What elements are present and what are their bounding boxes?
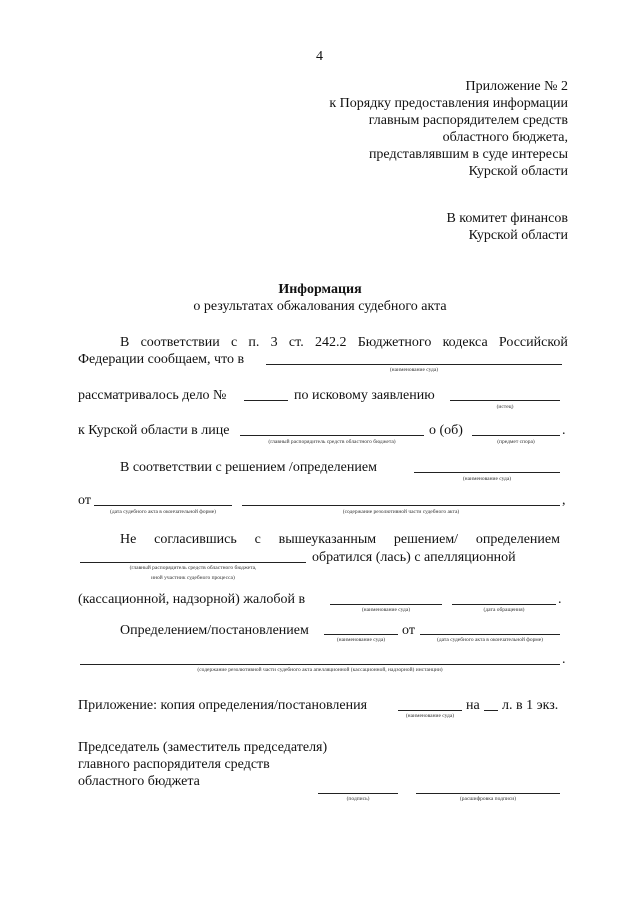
caption-court: (наименование суда): [462, 476, 512, 482]
attachment-text: Приложение: копия определения/постановления: [78, 698, 368, 713]
attachment-copies-text: л. в 1 экз.: [502, 698, 559, 713]
word: с: [254, 532, 261, 547]
end-dot: .: [562, 652, 566, 667]
caption-court: (наименование суда): [389, 367, 439, 373]
appendix-line: представлявшим в суде интересы: [368, 147, 568, 162]
caption-date: (дата судебного акта в окончательной форме): [436, 637, 543, 643]
word: соответствии: [140, 335, 220, 350]
appendix-line: главным распорядителем средств: [368, 113, 568, 128]
case-text: рассматривалось дело №: [78, 388, 227, 403]
appeal-date-field[interactable]: [452, 604, 556, 605]
document-title: Информация: [278, 282, 362, 297]
word: согласившись: [154, 532, 237, 547]
document-subtitle: о результатах обжалования судебного акта: [193, 299, 447, 314]
paragraph-1-line-2: Федерации сообщаем, что в: [78, 352, 245, 367]
ruling-date-field[interactable]: [420, 634, 560, 635]
resolution-field[interactable]: [242, 505, 560, 506]
word: ст.: [288, 335, 304, 350]
end-dot: .: [562, 423, 566, 438]
addressee-line: В комитет финансов: [446, 211, 568, 226]
paragraph-1-line-1: [120, 334, 568, 351]
court-name-field[interactable]: [266, 364, 562, 365]
act-date-field[interactable]: [94, 505, 232, 506]
word: решением/: [393, 532, 459, 547]
word: кодекса: [442, 335, 488, 350]
word: В: [120, 335, 130, 350]
appendix-block: [329, 78, 568, 180]
paragraph-6-line-1: [120, 531, 560, 548]
complaint-text: (кассационной, надзорной) жалобой в: [78, 592, 306, 607]
ruling-text: Определением/постановлением: [120, 623, 309, 638]
caption-decode: (расшифровка подписи): [459, 796, 517, 802]
defendant-text: к Курской области в лице: [78, 423, 230, 438]
end-comma: ,: [562, 493, 566, 508]
caption-content: (содержание резолютивной части судебного акта апелляционной (кассационной, надзорной) инстанции): [197, 667, 443, 673]
caption-subject: (предмет спора): [497, 439, 535, 445]
caption-plaintiff: (истец): [496, 404, 514, 410]
ruling-court-field[interactable]: [324, 634, 398, 635]
caption-date: (дата обращения): [483, 607, 525, 613]
decision-text: В соответствии с решением /определением: [120, 460, 377, 475]
manager-field[interactable]: [240, 435, 424, 436]
appendix-line: Курской области: [468, 164, 568, 179]
appealed-text: обратился (лась) с апелляционной: [312, 550, 516, 565]
from-text: от: [402, 623, 415, 638]
from-text: от: [78, 493, 91, 508]
signature-block: [78, 739, 327, 790]
subject-text: о (об): [429, 423, 463, 438]
caption-content: (содержание резолютивной части судебного акта): [342, 509, 460, 515]
word: Бюджетного: [357, 335, 432, 350]
word: 3: [270, 335, 278, 350]
word: с: [230, 335, 238, 350]
sheets-count-field[interactable]: [484, 710, 498, 711]
caption-court: (наименование суда): [405, 713, 455, 719]
decision-court-field[interactable]: [414, 472, 560, 473]
attachment-court-field[interactable]: [398, 710, 462, 711]
appendix-line: Приложение № 2: [465, 79, 568, 94]
plaintiff-field[interactable]: [450, 400, 560, 401]
word: определением: [475, 532, 560, 547]
word: вышеуказанным: [278, 532, 377, 547]
signature-decode-field[interactable]: [416, 793, 560, 794]
signature-line: главного распорядителя средств: [78, 757, 270, 772]
caption-manager: (главный распорядитель средств областного бюджета): [268, 439, 396, 445]
caption-manager: (главный распорядитель средств областного бюджета,: [129, 565, 257, 571]
subject-field[interactable]: [472, 435, 560, 436]
caption-court: (наименование суда): [336, 637, 386, 643]
end-dot: .: [558, 592, 562, 607]
appeal-court-field[interactable]: [330, 604, 442, 605]
caption-manager-2: иной участник судебного процесса): [151, 575, 235, 581]
word: п.: [248, 335, 260, 350]
case-number-field[interactable]: [244, 400, 288, 401]
attachment-on-text: на: [466, 698, 480, 713]
appellant-field[interactable]: [80, 562, 306, 563]
caption-court: (наименование суда): [361, 607, 411, 613]
signature-line: областного бюджета: [78, 774, 200, 789]
appendix-line: областного бюджета,: [442, 130, 568, 145]
claim-text: по исковому заявлению: [294, 388, 435, 403]
word: Не: [120, 532, 137, 547]
page-number: 4: [316, 49, 323, 64]
word: Российской: [498, 335, 568, 350]
appendix-line: к Порядку предоставления информации: [329, 96, 568, 111]
signature-line: Председатель (заместитель председателя): [78, 740, 328, 755]
addressee-block: [446, 210, 568, 244]
word: 242.2: [314, 335, 347, 350]
appeal-resolution-field[interactable]: [80, 664, 560, 665]
addressee-line: Курской области: [468, 228, 568, 243]
caption-sign: (подпись): [346, 796, 370, 802]
caption-date: (дата судебного акта в окончательной форме): [109, 509, 216, 515]
signature-field[interactable]: [318, 793, 398, 794]
